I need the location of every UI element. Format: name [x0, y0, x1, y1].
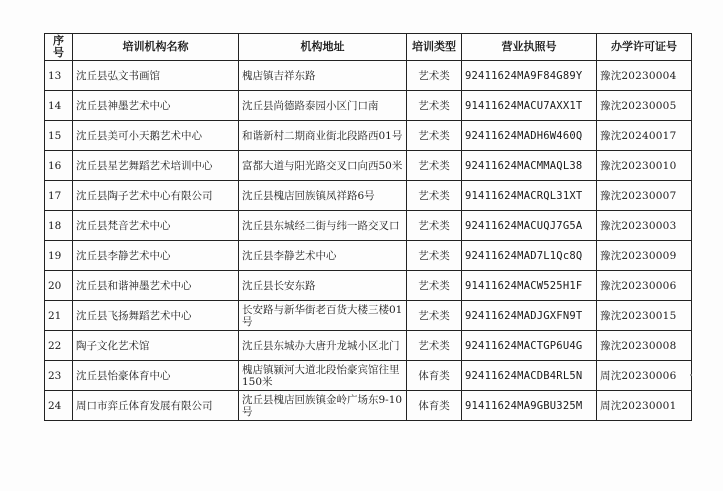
training-type: 艺术类 [407, 181, 462, 211]
business-license-number: 92411624MACTGP6U4G [462, 331, 597, 361]
row-number: 17 [45, 181, 73, 211]
business-license-number: 92411624MADH6W460Q [462, 121, 597, 151]
business-license-number: 91411624MACU7AXX1T [462, 91, 597, 121]
row-number: 16 [45, 151, 73, 181]
training-institution-table [44, 33, 692, 421]
scan-speck [690, 374, 692, 376]
school-permit-number: 豫沈20230009 [597, 241, 692, 271]
table-row [45, 151, 692, 181]
business-license-number: 91411624MACW525H1F [462, 271, 597, 301]
institution-name: 沈丘县和谐神墨艺术中心 [73, 271, 239, 301]
row-number: 18 [45, 211, 73, 241]
institution-name: 沈丘县怡豪体育中心 [73, 361, 239, 391]
institution-name: 沈丘县陶子艺术中心有限公司 [73, 181, 239, 211]
school-permit-number: 周沈20230001 [597, 391, 692, 421]
row-number: 22 [45, 331, 73, 361]
business-license-number: 92411624MADJGXFN9T [462, 301, 597, 331]
institution-address: 沈丘县东城办大唐升龙城小区北门 [239, 331, 407, 361]
table-row [45, 211, 692, 241]
institution-address: 沈丘县长安东路 [239, 271, 407, 301]
training-type: 艺术类 [407, 151, 462, 181]
row-number: 21 [45, 301, 73, 331]
training-type: 艺术类 [407, 301, 462, 331]
institution-name: 沈丘县星艺舞蹈艺术培训中心 [73, 151, 239, 181]
row-number: 13 [45, 61, 73, 91]
institution-address: 和谐新村二期商业街北段路西01号 [239, 121, 407, 151]
training-type: 艺术类 [407, 241, 462, 271]
school-permit-number: 豫沈20230008 [597, 331, 692, 361]
table-row [45, 91, 692, 121]
row-number: 23 [45, 361, 73, 391]
business-license-number: 92411624MACUQJ7G5A [462, 211, 597, 241]
header-business-license: 营业执照号 [462, 34, 597, 61]
table-row [45, 241, 692, 271]
training-type: 艺术类 [407, 91, 462, 121]
school-permit-number: 豫沈20230003 [597, 211, 692, 241]
institution-name: 沈丘县李静艺术中心 [73, 241, 239, 271]
header-school-permit: 办学许可证号 [597, 34, 692, 61]
business-license-number: 92411624MACMMAQL38 [462, 151, 597, 181]
school-permit-number: 豫沈20230015 [597, 301, 692, 331]
business-license-number: 92411624MA9F84G89Y [462, 61, 597, 91]
training-type: 艺术类 [407, 331, 462, 361]
header-address: 机构地址 [239, 34, 407, 61]
school-permit-number: 豫沈20230010 [597, 151, 692, 181]
institution-name: 陶子文化艺术馆 [73, 331, 239, 361]
table-row [45, 271, 692, 301]
school-permit-number: 周沈20230006 [597, 361, 692, 391]
institution-address: 沈丘县李静艺术中心 [239, 241, 407, 271]
table-row [45, 181, 692, 211]
table-row [45, 361, 692, 391]
table-header-row [45, 34, 692, 61]
table-row [45, 331, 692, 361]
institution-address: 槐店镇吉祥东路 [239, 61, 407, 91]
school-permit-number: 豫沈20230007 [597, 181, 692, 211]
school-permit-number: 豫沈20230006 [597, 271, 692, 301]
table-row [45, 301, 692, 331]
institution-address: 富都大道与阳光路交叉口向西50米 [239, 151, 407, 181]
training-type: 体育类 [407, 361, 462, 391]
school-permit-number: 豫沈20230005 [597, 91, 692, 121]
institution-address: 槐店镇颍河大道北段怡豪宾馆往里150米 [239, 361, 407, 391]
table-row [45, 61, 692, 91]
business-license-number: 92411624MAD7L1Qc8Q [462, 241, 597, 271]
row-number: 15 [45, 121, 73, 151]
row-number: 24 [45, 391, 73, 421]
business-license-number: 92411624MACDB4RL5N [462, 361, 597, 391]
training-type: 艺术类 [407, 61, 462, 91]
business-license-number: 91411624MACRQL31XT [462, 181, 597, 211]
institution-name: 沈丘县美可小天鹅艺术中心 [73, 121, 239, 151]
table-row [45, 121, 692, 151]
header-institution-name: 培训机构名称 [73, 34, 239, 61]
institution-name: 周口市弈丘体育发展有限公司 [73, 391, 239, 421]
row-number: 19 [45, 241, 73, 271]
training-type: 艺术类 [407, 211, 462, 241]
institution-name: 沈丘县神墨艺术中心 [73, 91, 239, 121]
header-training-type: 培训类型 [407, 34, 462, 61]
training-type: 体育类 [407, 391, 462, 421]
institution-name: 沈丘县梵音艺术中心 [73, 211, 239, 241]
header-number: 序号 [45, 34, 73, 61]
institution-address: 沈丘县尚德路泰园小区门口南 [239, 91, 407, 121]
institution-address: 沈丘县槐店回族镇金岭广场东9-10号 [239, 391, 407, 421]
institution-address: 长安路与新华街老百货大楼三楼01号 [239, 301, 407, 331]
row-number: 14 [45, 91, 73, 121]
business-license-number: 91411624MA9GBU325M [462, 391, 597, 421]
institution-address: 沈丘县东城经二街与纬一路交叉口 [239, 211, 407, 241]
institution-name: 沈丘县弘文书画馆 [73, 61, 239, 91]
training-type: 艺术类 [407, 271, 462, 301]
school-permit-number: 豫沈20230004 [597, 61, 692, 91]
row-number: 20 [45, 271, 73, 301]
training-type: 艺术类 [407, 121, 462, 151]
institution-name: 沈丘县飞扬舞蹈艺术中心 [73, 301, 239, 331]
table-row [45, 391, 692, 421]
school-permit-number: 豫沈20240017 [597, 121, 692, 151]
institution-address: 沈丘县槐店回族镇凤祥路6号 [239, 181, 407, 211]
